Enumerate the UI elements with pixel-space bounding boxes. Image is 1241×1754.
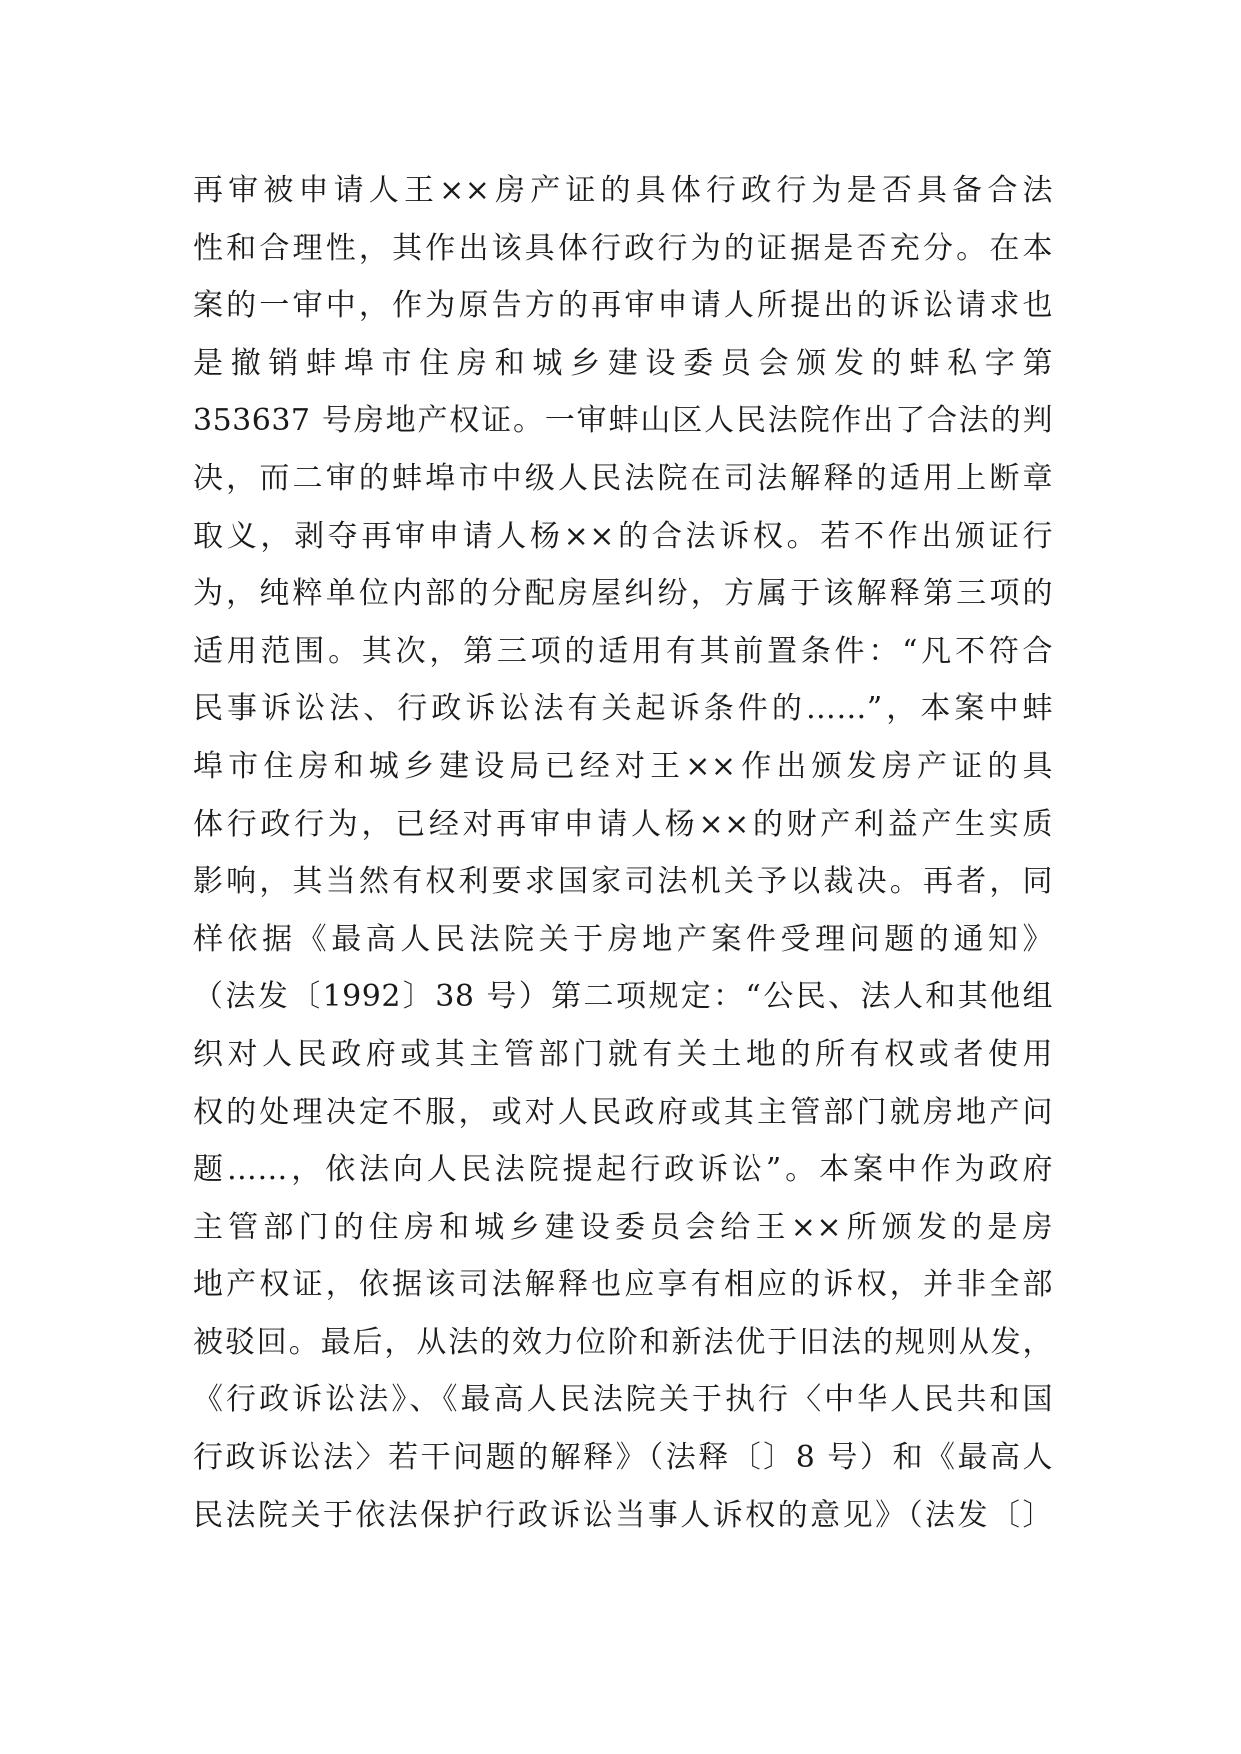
text-line: 《行政诉讼法》、《最高人民法院关于执行〈中华人民共和国 (193, 1382, 1053, 1418)
text-line: 织对人民政府或其主管部门就有关土地的所有权或者使用 (193, 1036, 1053, 1072)
text-line: 题……，依法向人民法院提起行政诉讼”。本案中作为政府 (193, 1152, 1053, 1188)
text-line: 行政诉讼法〉若干问题的解释》（法释〔〕8 号）和《最高人 (193, 1440, 1053, 1476)
text-line: 地产权证，依据该司法解释也应享有相应的诉权，并非全部 (193, 1267, 1053, 1303)
text-line: 被驳回。最后，从法的效力位阶和新法优于旧法的规则从发， (193, 1324, 1053, 1360)
text-line: 决，而二审的蚌埠市中级人民法院在司法解释的适用上断章 (193, 460, 1053, 496)
text-line: 适用范围。其次，第三项的适用有其前置条件：“凡不符合 (193, 633, 1053, 669)
text-line: 取义，剥夺再审申请人杨××的合法诉权。若不作出颁证行 (193, 518, 1053, 554)
text-line: 性和合理性，其作出该具体行政行为的证据是否充分。在本 (193, 230, 1053, 266)
text-line: 权的处理决定不服，或对人民政府或其主管部门就房地产问 (193, 1094, 1053, 1130)
text-line: 为，纯粹单位内部的分配房屋纠纷，方属于该解释第三项的 (193, 576, 1053, 612)
text-line: 民法院关于依法保护行政诉讼当事人诉权的意见》（法发〔〕 (193, 1497, 1053, 1533)
text-line: 主管部门的住房和城乡建设委员会给王××所颁发的是房 (193, 1209, 1053, 1245)
body-text (193, 162, 1053, 1544)
text-line: 民事诉讼法、行政诉讼法有关起诉条件的……”，本案中蚌 (193, 691, 1053, 727)
text-line: 案的一审中，作为原告方的再审申请人所提出的诉讼请求也 (193, 288, 1053, 324)
text-line: 是撤销蚌埠市住房和城乡建设委员会颁发的蚌私字第 (193, 345, 1053, 381)
text-line: 再审被申请人王××房产证的具体行政行为是否具备合法 (193, 173, 1053, 208)
text-line: 埠市住房和城乡建设局已经对王××作出颁发房产证的具 (193, 748, 1053, 784)
text-line: （法发〔1992〕38 号）第二项规定：“公民、法人和其他组 (193, 979, 1053, 1015)
text-line: 影响，其当然有权利要求国家司法机关予以裁决。再者，同 (193, 864, 1053, 900)
text-line: 353637 号房地产权证。一审蚌山区人民法院作出了合法的判 (193, 403, 1053, 439)
text-line: 样依据《最高人民法院关于房地产案件受理问题的通知》 (193, 921, 1053, 957)
text-line: 体行政行为，已经对再审申请人杨××的财产利益产生实质 (193, 806, 1053, 842)
